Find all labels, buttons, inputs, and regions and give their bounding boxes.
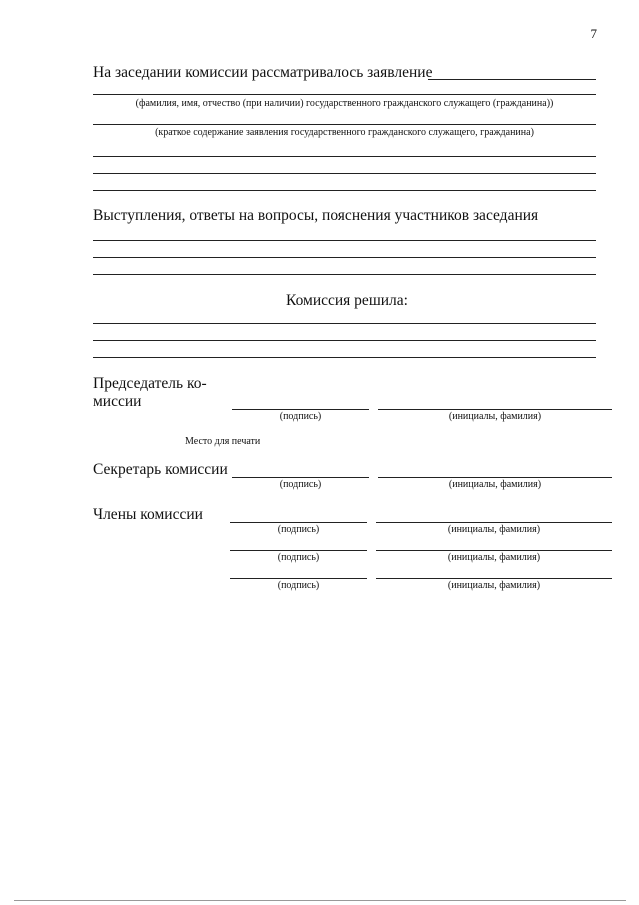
secretary-signature-caption: (подпись) — [279, 479, 322, 490]
statement-lead-text: На заседании комиссии рассматривалось заявление — [93, 64, 433, 81]
chairman-label-line2: миссии — [93, 393, 142, 410]
summary-caption: (краткое содержание заявления государственного гражданского служащего, гражданина) — [155, 127, 534, 138]
member3-initials-line — [376, 578, 612, 579]
member3-signature-line — [230, 578, 367, 579]
chairman-initials-line — [378, 409, 612, 410]
page-bottom-edge — [14, 900, 626, 901]
member2-initials-caption: (инициалы, фамилия) — [447, 552, 541, 563]
stamp-place-label: Место для печати — [185, 436, 261, 447]
chairman-label-line1: Председатель ко- — [93, 375, 207, 392]
decision-fill-line-2 — [93, 340, 596, 341]
summary-fill-line — [93, 124, 596, 125]
member1-signature-caption: (подпись) — [277, 524, 320, 535]
member2-signature-line — [230, 550, 367, 551]
name-caption: (фамилия, имя, отчество (при наличии) государственного гражданского служащего (гражданина)) — [135, 98, 554, 109]
summary-extra-line-3 — [93, 190, 596, 191]
speeches-fill-line-2 — [93, 257, 596, 258]
member2-signature-caption: (подпись) — [277, 552, 320, 563]
member1-initials-line — [376, 522, 612, 523]
member1-signature-line — [230, 522, 367, 523]
statement-fill-line — [428, 79, 596, 80]
member2-initials-line — [376, 550, 612, 551]
member3-signature-caption: (подпись) — [277, 580, 320, 591]
secretary-initials-caption: (инициалы, фамилия) — [448, 479, 542, 490]
secretary-label: Секретарь комиссии — [93, 461, 228, 478]
secretary-signature-line — [232, 477, 369, 478]
summary-extra-line-1 — [93, 156, 596, 157]
member1-initials-caption: (инициалы, фамилия) — [447, 524, 541, 535]
secretary-initials-line — [378, 477, 612, 478]
chairman-signature-line — [232, 409, 369, 410]
summary-extra-line-2 — [93, 173, 596, 174]
decision-fill-line-3 — [93, 357, 596, 358]
member3-initials-caption: (инициалы, фамилия) — [447, 580, 541, 591]
speeches-heading: Выступления, ответы на вопросы, пояснения участников заседания — [93, 207, 539, 224]
page-number: 7 — [590, 26, 597, 41]
name-fill-line — [93, 94, 596, 95]
chairman-signature-caption: (подпись) — [279, 411, 322, 422]
members-label: Члены комиссии — [93, 506, 203, 523]
speeches-fill-line-3 — [93, 274, 596, 275]
decision-heading: Комиссия решила: — [286, 292, 408, 309]
decision-fill-line-1 — [93, 323, 596, 324]
speeches-fill-line-1 — [93, 240, 596, 241]
chairman-initials-caption: (инициалы, фамилия) — [448, 411, 542, 422]
